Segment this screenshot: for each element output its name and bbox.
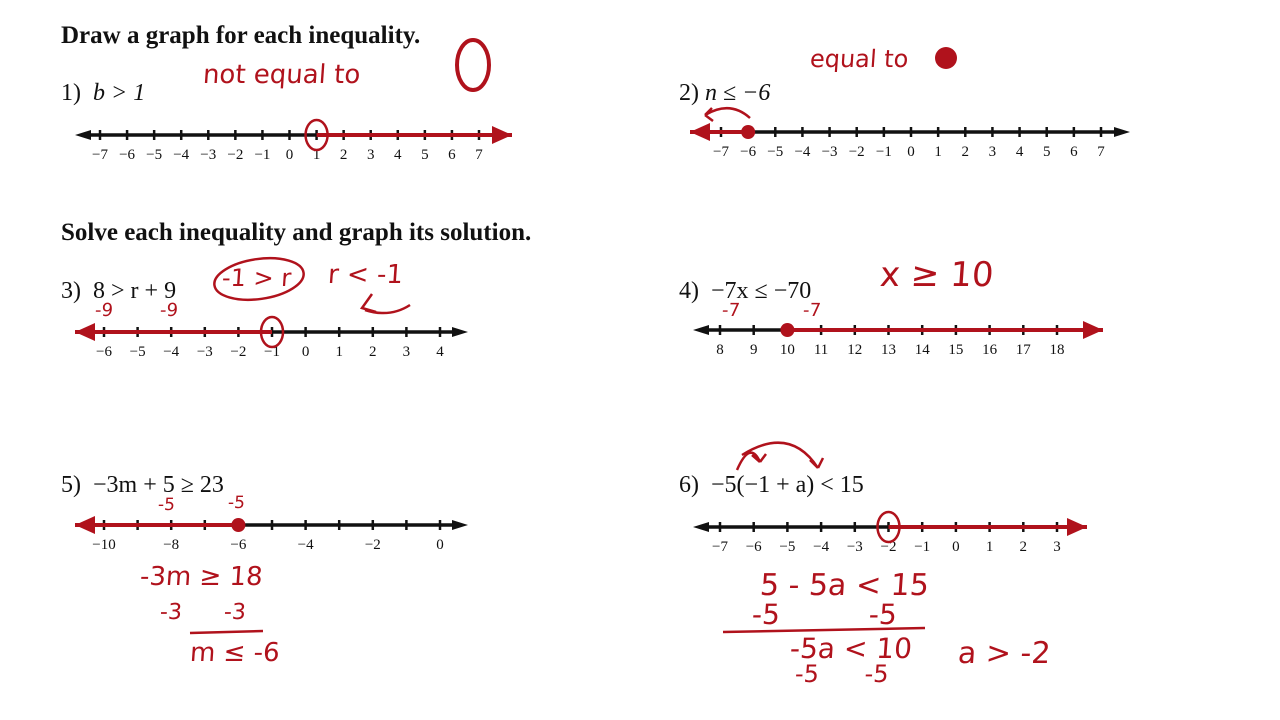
problem-text: −3m + 5 ≥ 23 <box>93 472 224 498</box>
tick-label: −7 <box>713 144 729 160</box>
tick-label: 5 <box>421 147 429 163</box>
section-heading-graph: Draw a graph for each inequality. <box>61 22 421 49</box>
problem-number: 5) <box>61 472 81 498</box>
tick-label: −2 <box>227 147 244 163</box>
tick-label: 18 <box>1049 342 1065 358</box>
tick-label: −6 <box>745 539 762 555</box>
solution-arrow-icon <box>75 516 95 534</box>
problem-text: 8 > r + 9 <box>93 278 177 304</box>
section-heading-solve: Solve each inequality and graph its solution. <box>61 219 532 246</box>
tick-label: 2 <box>961 144 970 160</box>
tick-label: −6 <box>119 147 136 163</box>
tick-label: 1 <box>985 539 994 555</box>
arrow-right-icon <box>452 327 468 337</box>
number-line-4 <box>693 321 1103 358</box>
work-result: x ≥ 10 <box>878 255 995 295</box>
tick-label: 4 <box>394 147 402 163</box>
work-result: -1 > r <box>221 264 293 292</box>
work-result: m ≤ -6 <box>188 638 281 668</box>
tick-label: 6 <box>1070 144 1078 160</box>
problem-number: 3) <box>61 278 81 304</box>
tick-label: 17 <box>1015 342 1031 358</box>
work-result: a > -2 <box>956 636 1052 671</box>
tick-label: −6 <box>96 344 112 360</box>
work-step: -5 <box>227 493 246 513</box>
tick-label: 4 <box>1015 144 1024 160</box>
arrow-right-icon <box>452 520 468 530</box>
work-step: -7 <box>802 300 822 321</box>
tick-label: 0 <box>952 539 960 555</box>
tick-label: −1 <box>914 539 931 555</box>
note-not-equal: not equal to <box>201 60 362 90</box>
problem-text: −5(−1 + a) < 15 <box>711 472 864 498</box>
tick-label: −2 <box>230 344 247 360</box>
tick-label: −3 <box>200 147 217 163</box>
number-line-6 <box>693 512 1087 555</box>
work-result: r < -1 <box>326 260 404 290</box>
tick-label: 0 <box>301 344 310 360</box>
tick-label: 3 <box>1053 539 1061 555</box>
division-line <box>190 631 263 633</box>
open-circle-sketch-icon <box>457 40 489 90</box>
tick-label: −1 <box>875 144 892 160</box>
closed-circle-icon <box>231 518 245 532</box>
work-line: -5 -5 <box>750 598 898 631</box>
tick-label: −3 <box>196 344 213 360</box>
problem-number: 4) <box>679 278 699 304</box>
tick-label: −2 <box>880 539 897 555</box>
tick-label: 16 <box>982 342 998 358</box>
tick-label: −3 <box>821 144 838 160</box>
work-step: -9 <box>159 300 179 321</box>
note-equal: equal to <box>809 45 910 73</box>
tick-label: −5 <box>779 539 796 555</box>
tick-label: 6 <box>448 147 456 163</box>
tick-label: 1 <box>934 144 942 160</box>
tick-label: 9 <box>749 342 758 358</box>
tick-label: −7 <box>712 539 728 555</box>
tick-label: 7 <box>475 147 483 163</box>
tick-label: 2 <box>369 344 377 360</box>
tick-label: 1 <box>335 344 343 360</box>
tick-label: −5 <box>129 344 146 360</box>
tick-label: −2 <box>364 537 381 553</box>
tick-label: −4 <box>297 537 314 553</box>
arrow-annotation-icon <box>362 294 410 313</box>
tick-label: 7 <box>1097 144 1105 160</box>
tick-label: −4 <box>813 539 830 555</box>
tick-label: −1 <box>254 147 271 163</box>
work-line: -3m ≥ 18 <box>138 562 264 592</box>
arrow-annotation-icon <box>705 108 750 121</box>
solution-arrow-icon <box>492 126 512 144</box>
solution-arrow-icon <box>75 323 95 341</box>
tick-label: −6 <box>740 144 757 160</box>
tick-label: −10 <box>92 537 116 553</box>
work-step: -5 <box>157 495 176 515</box>
distribute-arrows-icon <box>737 443 823 470</box>
work-line: -5a < 10 <box>788 632 914 665</box>
tick-label: 0 <box>907 144 915 160</box>
tick-label: 12 <box>847 342 863 358</box>
number-line-2 <box>690 123 1130 160</box>
arrow-right-icon <box>1114 127 1130 137</box>
tick-label: −4 <box>794 144 811 160</box>
tick-label: −4 <box>163 344 180 360</box>
solution-arrow-icon <box>690 123 710 141</box>
tick-label: 2 <box>1019 539 1028 555</box>
problem-number: 2) <box>679 80 699 106</box>
tick-label: 3 <box>366 147 375 163</box>
tick-label: −5 <box>767 144 784 160</box>
tick-label: 1 <box>312 147 321 163</box>
arrow-left-icon <box>693 325 709 335</box>
problem-text: n ≤ −6 <box>705 80 771 106</box>
tick-label: 11 <box>813 342 829 358</box>
problem-text: b > 1 <box>93 80 146 106</box>
tick-label: 14 <box>914 342 930 358</box>
work-line: -3 -3 <box>159 600 247 625</box>
number-line-5 <box>75 516 468 553</box>
tick-label: −6 <box>230 537 247 553</box>
tick-label: 15 <box>948 342 964 358</box>
tick-label: 0 <box>436 537 444 553</box>
work-line: 5 - 5a < 15 <box>758 568 931 603</box>
arrow-left-icon <box>75 130 91 140</box>
tick-label: 5 <box>1042 144 1051 160</box>
tick-label: −3 <box>846 539 863 555</box>
tick-label: −7 <box>92 147 108 163</box>
work-step: -9 <box>94 300 114 321</box>
work-line: -5 -5 <box>794 660 890 688</box>
solution-arrow-icon <box>1067 518 1087 536</box>
number-line-1 <box>75 120 512 163</box>
tick-label: −8 <box>163 537 180 553</box>
tick-label: −4 <box>173 147 190 163</box>
tick-label: 13 <box>881 342 896 358</box>
solution-arrow-icon <box>1083 321 1103 339</box>
problem-number: 6) <box>679 472 699 498</box>
closed-circle-sketch-icon <box>935 47 957 69</box>
tick-label: −5 <box>146 147 163 163</box>
closed-circle-icon <box>741 125 755 139</box>
tick-label: 2 <box>339 147 348 163</box>
tick-label: 3 <box>402 344 411 360</box>
tick-label: 4 <box>436 344 444 360</box>
tick-label: 0 <box>285 147 294 163</box>
tick-label: 8 <box>716 342 724 358</box>
tick-label: 3 <box>988 144 997 160</box>
work-step: -7 <box>721 300 741 321</box>
tick-label: 10 <box>779 342 795 358</box>
problem-text: −7x ≤ −70 <box>711 278 812 304</box>
tick-label: −2 <box>848 144 865 160</box>
tick-label: −1 <box>264 344 280 360</box>
problem-number: 1) <box>61 80 81 106</box>
number-line-3 <box>75 317 468 360</box>
arrow-left-icon <box>693 522 709 532</box>
closed-circle-icon <box>780 323 794 337</box>
